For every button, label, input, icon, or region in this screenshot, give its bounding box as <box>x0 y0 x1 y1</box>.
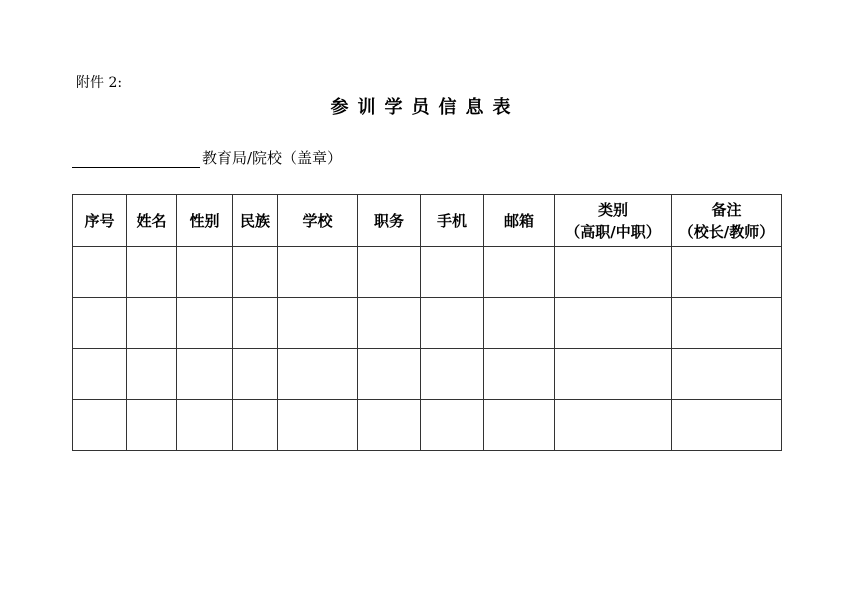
org-line <box>72 147 342 168</box>
table-cell[interactable] <box>73 298 127 349</box>
org-name-blank[interactable] <box>72 151 200 168</box>
table-cell[interactable] <box>177 247 233 298</box>
header-cell: 序号 <box>73 195 127 247</box>
table-cell[interactable] <box>127 298 177 349</box>
table-cell[interactable] <box>233 298 278 349</box>
table-cell[interactable] <box>555 349 672 400</box>
table-cell[interactable] <box>127 349 177 400</box>
table-cell[interactable] <box>672 400 782 451</box>
table-cell[interactable] <box>278 247 358 298</box>
table-cell[interactable] <box>421 298 484 349</box>
header-cell: 备注 （校长/教师） <box>672 195 782 247</box>
header-cell: 类别 （高职/中职） <box>555 195 672 247</box>
header-cell: 手机 <box>421 195 484 247</box>
table-header-row <box>73 195 782 247</box>
table-cell[interactable] <box>233 349 278 400</box>
table-cell[interactable] <box>177 400 233 451</box>
table-cell[interactable] <box>358 298 421 349</box>
page-title: 参训学员信息表 <box>330 97 520 118</box>
header-cell: 学校 <box>278 195 358 247</box>
table-row <box>73 247 782 298</box>
table-cell[interactable] <box>421 247 484 298</box>
table-cell[interactable] <box>555 400 672 451</box>
table-cell[interactable] <box>278 400 358 451</box>
table-cell[interactable] <box>484 349 555 400</box>
table-cell[interactable] <box>278 349 358 400</box>
table-cell[interactable] <box>73 349 127 400</box>
table-cell[interactable] <box>672 247 782 298</box>
table-cell[interactable] <box>672 349 782 400</box>
table-cell[interactable] <box>358 247 421 298</box>
table-cell[interactable] <box>421 400 484 451</box>
table-cell[interactable] <box>177 349 233 400</box>
table-cell[interactable] <box>177 298 233 349</box>
annex-label: 附件 2: <box>76 75 123 91</box>
table-cell[interactable] <box>73 400 127 451</box>
table-cell[interactable] <box>358 349 421 400</box>
table-cell[interactable] <box>278 298 358 349</box>
table-cell[interactable] <box>555 298 672 349</box>
trainee-info-table <box>72 194 782 451</box>
table-cell[interactable] <box>421 349 484 400</box>
table-cell[interactable] <box>127 400 177 451</box>
table-cell[interactable] <box>672 298 782 349</box>
org-suffix-label: 教育局/院校（盖章） <box>202 149 343 167</box>
table-cell[interactable] <box>484 298 555 349</box>
header-cell: 性别 <box>177 195 233 247</box>
table-cell[interactable] <box>73 247 127 298</box>
table-row <box>73 298 782 349</box>
table-cell[interactable] <box>233 400 278 451</box>
table-cell[interactable] <box>484 400 555 451</box>
table-cell[interactable] <box>127 247 177 298</box>
table-row <box>73 400 782 451</box>
header-cell: 邮箱 <box>484 195 555 247</box>
table-cell[interactable] <box>358 400 421 451</box>
table-cell[interactable] <box>555 247 672 298</box>
header-cell: 民族 <box>233 195 278 247</box>
table-row <box>73 349 782 400</box>
header-cell: 职务 <box>358 195 421 247</box>
table-cell[interactable] <box>484 247 555 298</box>
header-cell: 姓名 <box>127 195 177 247</box>
table-cell[interactable] <box>233 247 278 298</box>
